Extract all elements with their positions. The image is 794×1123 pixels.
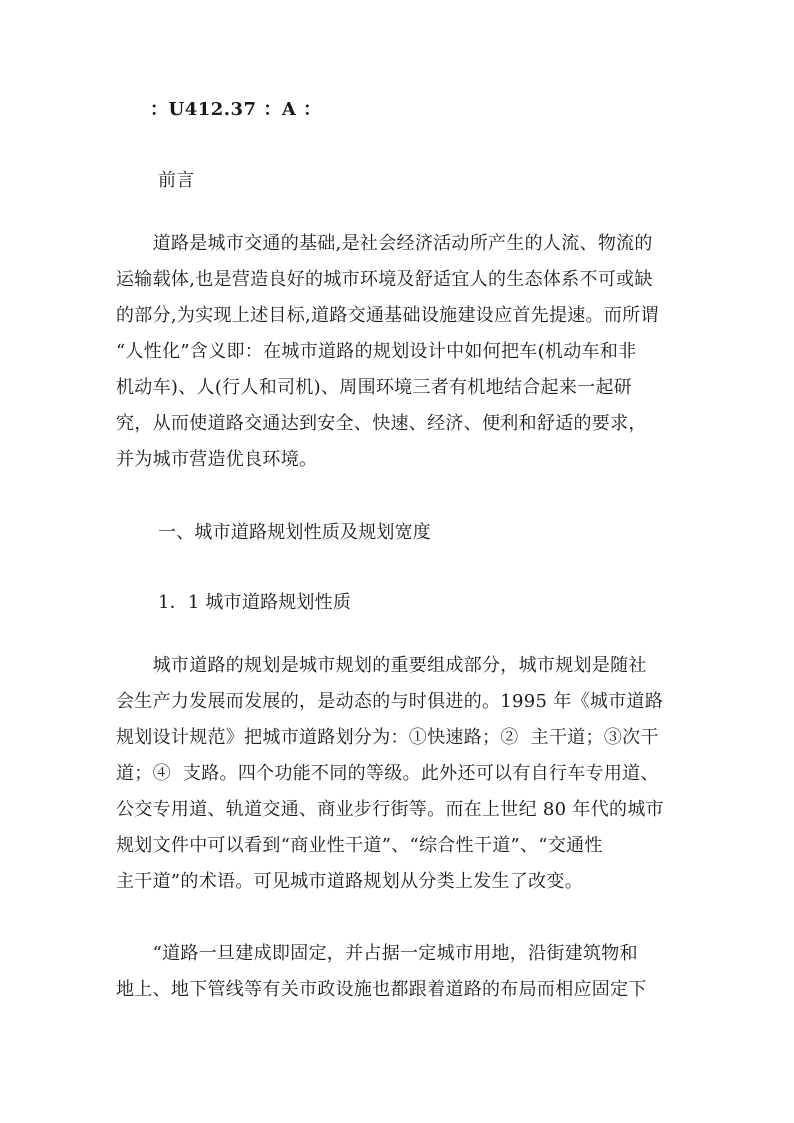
paragraph-line: 主干道”的术语。可见城市道路规划从分类上发生了改变。 xyxy=(116,871,583,892)
paragraph-line: 规划文件中可以看到“商业性干道”、“综合性干道”、“交通性 xyxy=(116,835,603,856)
heading-section-1-1: 1．1 城市道路规划性质 xyxy=(158,592,352,613)
classification-line: ：U412.37 ：A ： xyxy=(150,99,322,120)
paragraph-line: “人性化”含义即：在城市道路的规划设计中如何把车(机动车和非 xyxy=(116,341,637,362)
paragraph-line: 道；④ 支路。四个功能不同的等级。此外还可以有自行车专用道、 xyxy=(116,763,659,784)
paragraph-line: 机动车)、人(行人和司机)、周围环境三者有机地结合起来一起研 xyxy=(116,377,633,398)
paragraph-line: 运输载体,也是营造良好的城市环境及舒适宜人的生态体系不可或缺 xyxy=(116,269,653,290)
heading-section-1: 一、城市道路规划性质及规划宽度 xyxy=(158,522,431,543)
paragraph-line: 会生产力发展而发展的，是动态的与时俱进的。1995 年《城市道路 xyxy=(116,691,664,712)
paragraph-road-fixed xyxy=(116,936,681,1008)
paragraph-line: 的部分,为实现上述目标,道路交通基础设施建设应首先提速。而所谓 xyxy=(116,305,659,326)
paragraph-line: “道路一旦建成即固定，并占据一定城市用地，沿街建筑物和 xyxy=(116,943,638,964)
paragraph-line: 究，从而使道路交通达到安全、快速、经济、便利和舒适的要求， xyxy=(116,413,647,434)
paragraph-line: 城市道路的规划是城市规划的重要组成部分，城市规划是随社 xyxy=(116,655,647,676)
paragraph-line: 道路是城市交通的基础,是社会经济活动所产生的人流、物流的 xyxy=(116,233,653,254)
paragraph-line: 公交专用道、轨道交通、商业步行街等。而在上世纪 80 年代的城市 xyxy=(116,799,664,820)
heading-foreword: 前言 xyxy=(158,170,195,191)
paragraph-line: 地上、地下管线等有关市政设施也都跟着道路的布局而相应固定下 xyxy=(116,979,647,1000)
paragraph-line: 规划设计规范》把城市道路划分为：①快速路；② 主干道；③次干 xyxy=(116,727,659,748)
paragraph-line: 并为城市营造优良环境。 xyxy=(116,449,318,470)
paragraph-road-classification xyxy=(116,648,681,900)
paragraph-intro xyxy=(116,226,681,478)
